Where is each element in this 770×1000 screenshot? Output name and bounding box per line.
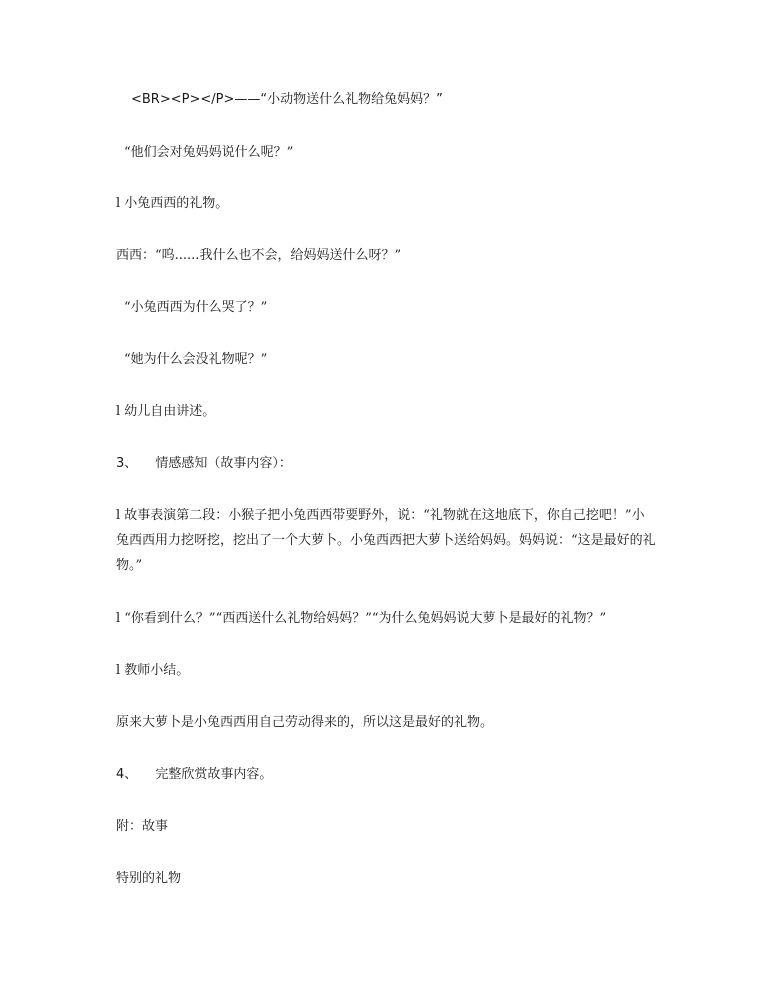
doc-line: “小兔西西为什么哭了？” [124, 300, 268, 315]
doc-bullet-item: l 小兔西西的礼物。 [116, 196, 229, 211]
doc-line: 西西：“呜......我什么也不会，给妈妈送什么呀？” [116, 248, 402, 263]
section-number: 3、 [116, 456, 138, 471]
doc-bullet-paragraph: l 故事表演第二段：小猴子把小兔西西带要野外，说：“礼物就在这地底下，你自己挖吧！”小兔西西用力挖呀挖，挖出了一个大萝卜。小兔西西把大萝卜送给妈妈。妈妈说：“这是最好的礼物。” [116, 508, 656, 573]
section-number: 4、 [116, 767, 138, 782]
doc-line: “她为什么会没礼物呢？” [124, 352, 268, 367]
section-title: 完整欣赏故事内容。 [155, 767, 273, 782]
section-title: 情感感知（故事内容）： [155, 456, 292, 471]
section-heading-3 [116, 454, 292, 474]
doc-bullet-item: l 幼儿自由讲述。 [116, 404, 216, 419]
doc-line: 附：故事 [116, 819, 169, 834]
doc-line: “他们会对兔妈妈说什么呢？” [124, 145, 294, 160]
doc-line: 原来大萝卜是小兔西西用自己劳动得来的，所以这是最好的礼物。 [116, 715, 494, 730]
doc-line-question: <BR><P></P>——“小动物送什么礼物给兔妈妈？” [131, 92, 443, 107]
story-title: 特别的礼物 [116, 871, 182, 886]
doc-bullet-item: l 教师小结。 [116, 663, 190, 678]
doc-bullet-item: l “你看到什么？”“西西送什么礼物给妈妈？”“为什么兔妈妈说大萝卜是最好的礼物？” [116, 611, 607, 626]
section-heading-4 [116, 765, 272, 785]
